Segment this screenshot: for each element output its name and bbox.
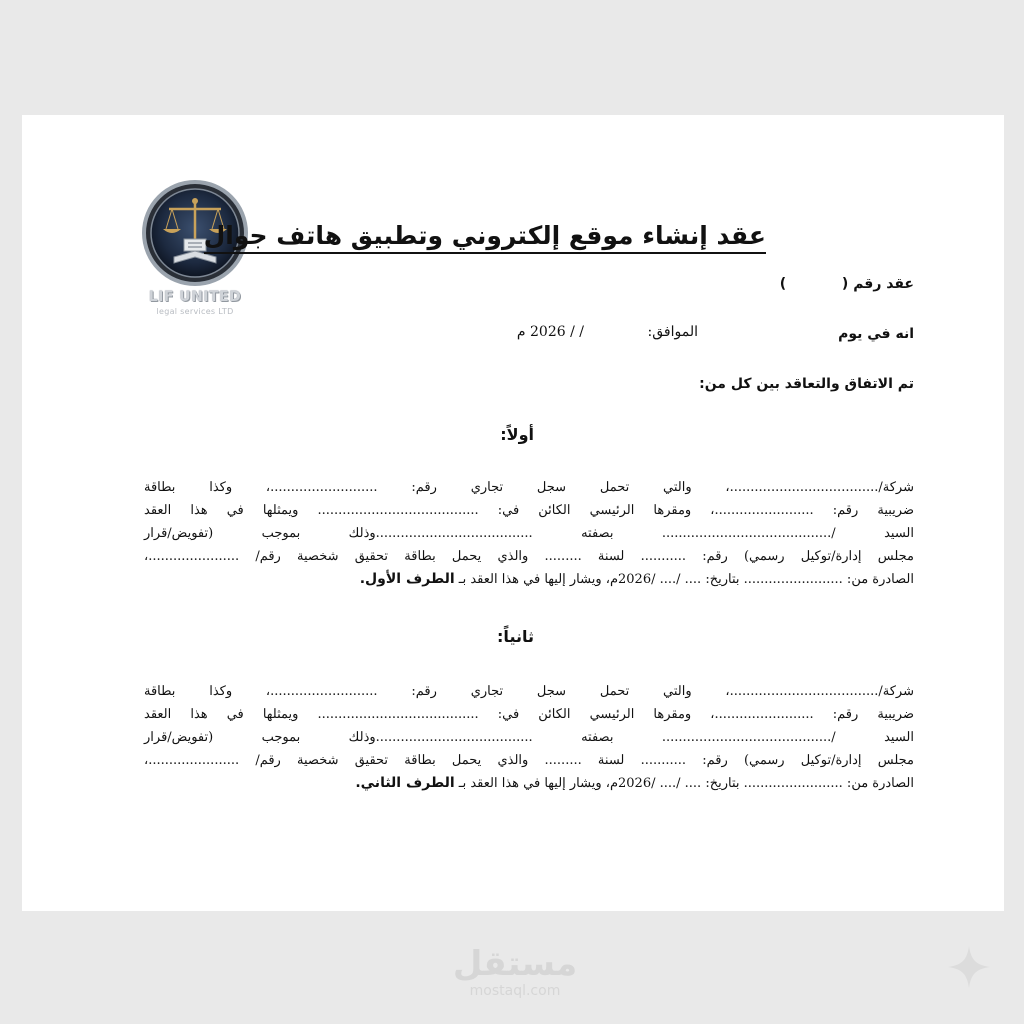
contract-title: عقد إنشاء موقع إلكتروني وتطبيق هاتف جوال (204, 221, 766, 254)
corresponding-label: الموافق: (647, 324, 698, 340)
first-party-line-4: مجلس إدارة/توكيل رسمي) رقم: ........... لسنة ......... والذي يحمل بطاقة تحقيق شخصية رقم/ ......................، (144, 549, 914, 564)
contract-number-close: ) (779, 276, 787, 292)
mostaql-watermark (440, 945, 590, 999)
second-party-heading: ثانياً: (497, 627, 534, 646)
second-party-issued-line: الصادرة من: ........................ بتاريخ: .... /.... /2026م، ويشار إليها في هذا العقد بـ (458, 776, 914, 791)
first-party-line-2: ضريبية رقم: ........................، ومقرها الرئيسي الكائن في: ....................................... ويمثلها في هذا العقد (144, 503, 914, 518)
second-party-line-3: السيد /......................................... بصفته ......................................وذلك بموجب (تفويض/قرار (144, 730, 914, 745)
second-party-line-2: ضريبية رقم: ........................، ومقرها الرئيسي الكائن في: ....................................... ويمثلها في هذا العقد (144, 707, 914, 722)
contract-number-label (780, 276, 914, 292)
first-party-line-3: السيد /......................................... بصفته ......................................وذلك بموجب (تفويض/قرار (144, 526, 914, 541)
sparkle-icon (946, 944, 992, 990)
first-party-heading: أولاً: (500, 425, 534, 444)
contract-date: / / 2026 م (516, 324, 584, 340)
first-party-issued-line: الصادرة من: ........................ بتاريخ: .... /.... /2026م، ويشار إليها في هذا العقد بـ (458, 572, 914, 587)
second-party-paragraph (144, 680, 914, 795)
watermark-arabic: مستقل (452, 944, 578, 984)
first-party-paragraph (144, 476, 914, 591)
contract-number-open: عقد رقم ( (841, 276, 914, 292)
second-party-line-1: شركة/....................................، والتي تحمل سجل تجاري رقم: ..........................، وكذا بطاقة (144, 684, 914, 699)
second-party-line-5 (144, 772, 914, 795)
logo-tagline: legal services LTD (156, 307, 234, 316)
first-party-line-5 (144, 568, 914, 591)
second-party-line-4: مجلس إدارة/توكيل رسمي) رقم: ........... لسنة ......... والذي يحمل بطاقة تحقيق شخصية رقم/ ......................، (144, 753, 914, 768)
day-label: انه في يوم (838, 326, 914, 342)
first-party-name: الطرف الأول. (359, 571, 455, 587)
first-party-line-1: شركة/....................................، والتي تحمل سجل تجاري رقم: ..........................، وكذا بطاقة (144, 480, 914, 495)
second-party-name: الطرف الثاني. (355, 775, 455, 791)
watermark-latin: mostaql.com (469, 983, 561, 999)
logo-name: LIF UNITED (148, 289, 242, 305)
agreement-intro: تم الاتفاق والتعاقد بين كل من: (699, 376, 914, 392)
